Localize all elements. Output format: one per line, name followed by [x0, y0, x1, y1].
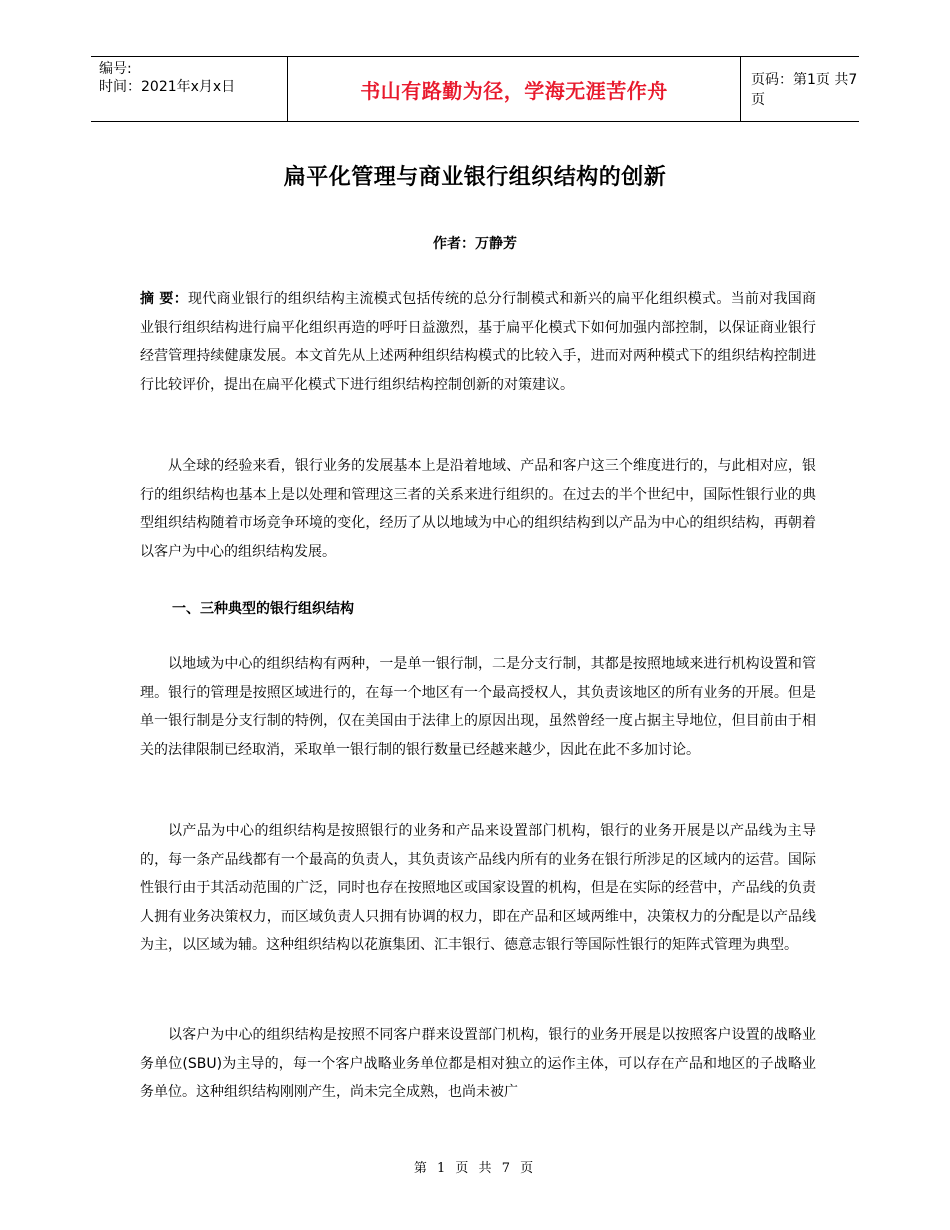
header-page-info: 页码：第1页 共7页 [751, 72, 858, 108]
body-paragraph: 以客户为中心的组织结构是按照不同客户群来设置部门机构，银行的业务开展是以按照客户设置的战略业务单位(SBU)为主导的，每一个客户战略业务单位都是相对独立的运作主体，可以存在产品和地区的子战略业务单位。这种组织结构刚刚产生，尚未完全成熟，也尚未被广 [140, 1027, 816, 1101]
section-heading: 一、三种典型的银行组织结构 [172, 601, 354, 617]
header-motto: 书山有路勤为径，学海无涯苦作舟 [287, 57, 741, 121]
page-header [91, 56, 859, 122]
abstract [140, 285, 816, 399]
abstract-label: 摘 要： [140, 291, 188, 307]
page-footer: 第 1 页 共 7 页 [413, 1161, 537, 1176]
header-meta [91, 57, 287, 121]
abstract-text: 现代商业银行的组织结构主流模式包括传统的总分行制模式和新兴的扁平化组织模式。当前对我国商业银行组织结构进行扁平化组织再造的呼吁日益激烈，基于扁平化模式下如何加强内部控制，以保证商业银行经营管理持续健康发展。本文首先从上述两种组织结构模式的比较入手，进而对两种模式下的组织结构控制进行比较评价，提出在扁平化模式下进行组织结构控制创新的对策建议。 [140, 291, 817, 393]
header-time: 时间：2021年x月x日 [99, 79, 236, 95]
body-paragraph: 以地域为中心的组织结构有两种，一是单一银行制，二是分支行制，其都是按照地域来进行机构设置和管理。银行的管理是按照区域进行的，在每一个地区有一个最高授权人，其负责该地区的所有业务的开展。但是单一银行制是分支行制的特例，仅在美国由于法律上的原因出现，虽然曾经一度占据主导地位，但目前由于相关的法律限制已经取消，采取单一银行制的银行数量已经越来越少，因此在此不多加讨论。 [140, 656, 816, 758]
header-number: 编号: [99, 61, 132, 77]
document-author: 作者：万静芳 [433, 236, 517, 252]
body-paragraph: 从全球的经验来看，银行业务的发展基本上是沿着地域、产品和客户这三个维度进行的，与此相对应，银行的组织结构也基本上是以处理和管理这三者的关系来进行组织的。在过去的半个世纪中，国际性银行业的典型组织结构随着市场竞争环境的变化，经历了从以地域为中心的组织结构到以产品为中心的组织结构，再朝着以客户为中心的组织结构发展。 [140, 458, 816, 560]
body-paragraph: 以产品为中心的组织结构是按照银行的业务和产品来设置部门机构，银行的业务开展是以产品线为主导的，每一条产品线都有一个最高的负责人，其负责该产品线内所有的业务在银行所涉足的区域内的运营。国际性银行由于其活动范围的广泛，同时也存在按照地区或国家设置的机构，但是在实际的经营中，产品线的负责人拥有业务决策权力，而区域负责人只拥有协调的权力，即在产品和区域两维中，决策权力的分配是以产品线为主，以区域为辅。这种组织结构以花旗集团、汇丰银行、德意志银行等国际性银行的矩阵式管理为典型。 [140, 823, 816, 954]
document-title: 扁平化管理与商业银行组织结构的创新 [283, 165, 667, 190]
